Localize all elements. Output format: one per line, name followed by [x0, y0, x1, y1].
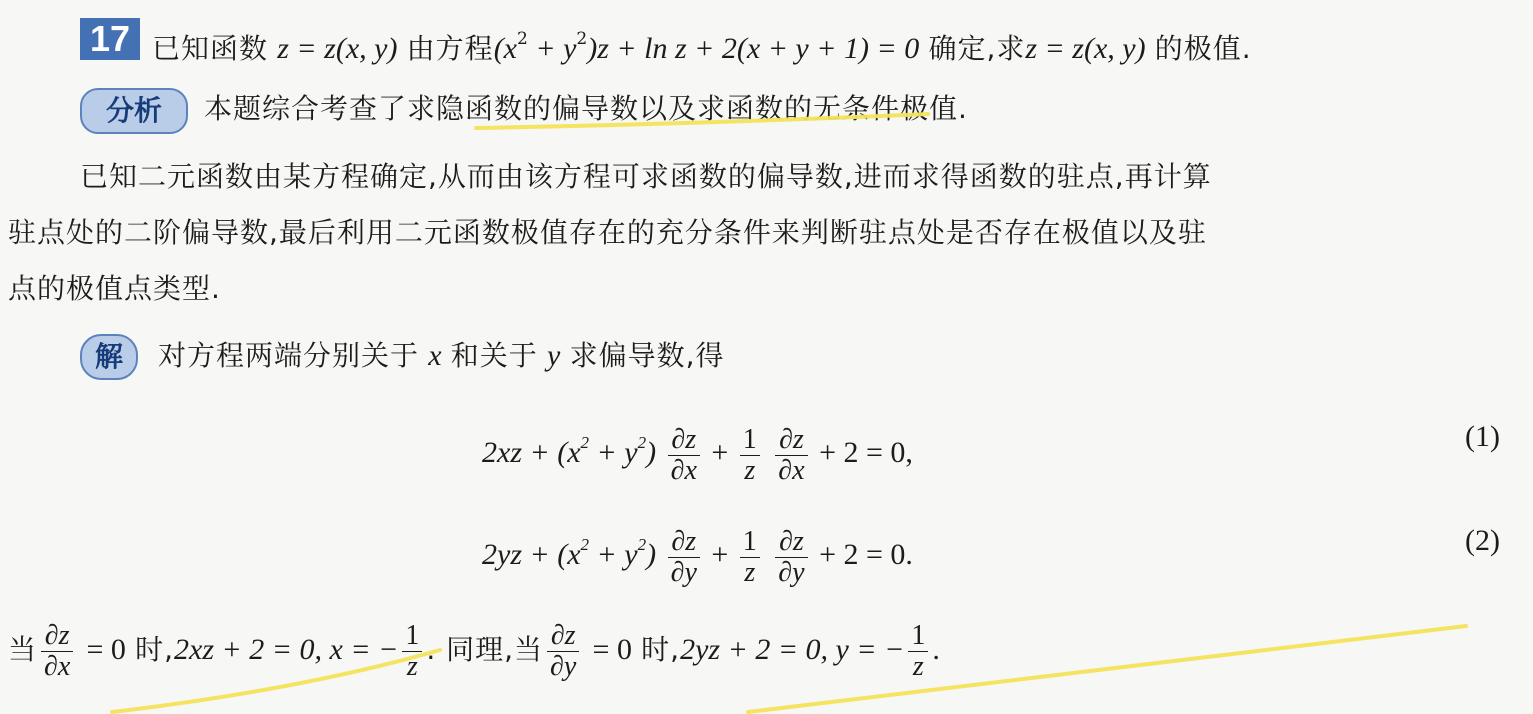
eq1-mid: + y — [589, 436, 638, 469]
solution-badge: 解 — [80, 334, 138, 380]
frac-denominator: z — [406, 650, 418, 682]
frac-numerator: ∂z — [41, 621, 73, 652]
last-w1: 当 — [8, 633, 38, 666]
solution-intro — [158, 338, 724, 373]
eq1-tail: + 2 = 0, — [819, 436, 913, 469]
frac-numerator: 1 — [908, 621, 928, 652]
frac-denominator: ∂y — [550, 650, 577, 682]
last-frac-dz-dx — [41, 621, 73, 682]
question-text-d: 的极值. — [1154, 32, 1252, 65]
eq2-frac-1-z — [740, 527, 760, 588]
last-frac-1-z-2 — [908, 621, 928, 682]
equation-2 — [482, 510, 913, 590]
frac-numerator: 1 — [740, 527, 760, 558]
solution-var-x: x — [428, 339, 442, 372]
frac-denominator: z — [744, 454, 756, 486]
equation-number-1: (1) — [1465, 420, 1500, 453]
equation-1 — [482, 408, 913, 488]
analysis-para3: 点的极值点类型. — [8, 272, 221, 305]
last-m4: 2yz + 2 = 0, y = − — [680, 633, 905, 666]
eq2-mid: + y — [589, 538, 638, 571]
frac-numerator: ∂z — [668, 527, 700, 558]
eq2-tail: + 2 = 0. — [819, 538, 913, 571]
eq2-frac-dz-dy-2 — [775, 527, 807, 588]
eq2-close: ) — [646, 538, 657, 571]
frac-numerator: ∂z — [775, 527, 807, 558]
sup-2: 2 — [637, 535, 647, 554]
sup-2: 2 — [580, 433, 590, 452]
question-math-a: z = z(x, y) — [277, 32, 398, 65]
eq2-lead: 2yz + (x — [482, 538, 581, 571]
frac-numerator: ∂z — [547, 621, 579, 652]
eq1-lead: 2xz + (x — [482, 436, 581, 469]
eq1-close: ) — [646, 436, 657, 469]
question-statement — [152, 22, 1252, 66]
question-math-b-mid: + y — [527, 32, 577, 65]
solution-last-line — [8, 612, 940, 687]
frac-denominator: z — [744, 556, 756, 588]
question-math-b-pre: (x — [493, 32, 517, 65]
eq1-frac-dz-dx-2 — [775, 425, 807, 486]
frac-denominator: ∂x — [778, 454, 805, 486]
question-math-c: z = z(x, y) — [1025, 32, 1146, 65]
question-text-a: 已知函数 — [152, 32, 269, 65]
sup-2: 2 — [580, 535, 590, 554]
question-math-b-post: )z + ln z + 2(x + y + 1) = 0 — [587, 32, 920, 65]
analysis-line1: 本题综合考查了求隐函数的偏导数以及求函数的无条件极值. — [204, 92, 968, 125]
sup-2: 2 — [637, 433, 647, 452]
sup-2: 2 — [517, 29, 528, 49]
last-w4: 时, — [641, 633, 681, 666]
last-end: . — [932, 633, 940, 666]
last-frac-1-z — [402, 621, 422, 682]
analysis-para2: 驻点处的二阶偏导数,最后利用二元函数极值存在的充分条件来判断驻点处是否存在极值以及驻 — [8, 216, 1207, 249]
frac-numerator: ∂z — [668, 425, 700, 456]
last-w3: . 同理,当 — [426, 633, 544, 666]
last-m3: = 0 — [592, 633, 632, 666]
solution-intro-a: 对方程两端分别关于 — [158, 339, 420, 372]
equation-number-2: (2) — [1465, 524, 1500, 557]
question-text-b: 由方程 — [406, 32, 494, 65]
analysis-badge: 分析 — [80, 88, 188, 134]
eq2-plus: + — [711, 538, 729, 571]
frac-numerator: 1 — [402, 621, 422, 652]
sup-2: 2 — [576, 29, 588, 49]
question-text-c: 确定,求 — [928, 32, 1026, 65]
frac-denominator: ∂y — [778, 556, 805, 588]
solution-intro-b: 和关于 — [450, 339, 538, 372]
last-frac-dz-dy — [547, 621, 579, 682]
solution-var-y: y — [547, 339, 561, 372]
eq2-frac-dz-dy — [668, 527, 700, 588]
eq1-frac-dz-dx — [668, 425, 700, 486]
last-m1: = 0 — [86, 633, 126, 666]
frac-denominator: ∂x — [670, 454, 697, 486]
frac-numerator: 1 — [740, 425, 760, 456]
eq1-plus: + — [711, 436, 729, 469]
frac-denominator: ∂y — [670, 556, 697, 588]
question-number: 17 — [80, 18, 140, 60]
eq1-frac-1-z — [740, 425, 760, 486]
analysis-para1: 已知二元函数由某方程确定,从而由该方程可求函数的偏导数,进而求得函数的驻点,再计算 — [80, 160, 1212, 193]
solution-intro-c: 求偏导数,得 — [569, 339, 725, 372]
frac-denominator: ∂x — [44, 650, 71, 682]
frac-denominator: z — [912, 650, 924, 682]
last-m2: 2xz + 2 = 0, x = − — [174, 633, 399, 666]
last-w2: 时, — [135, 633, 175, 666]
frac-numerator: ∂z — [775, 425, 807, 456]
